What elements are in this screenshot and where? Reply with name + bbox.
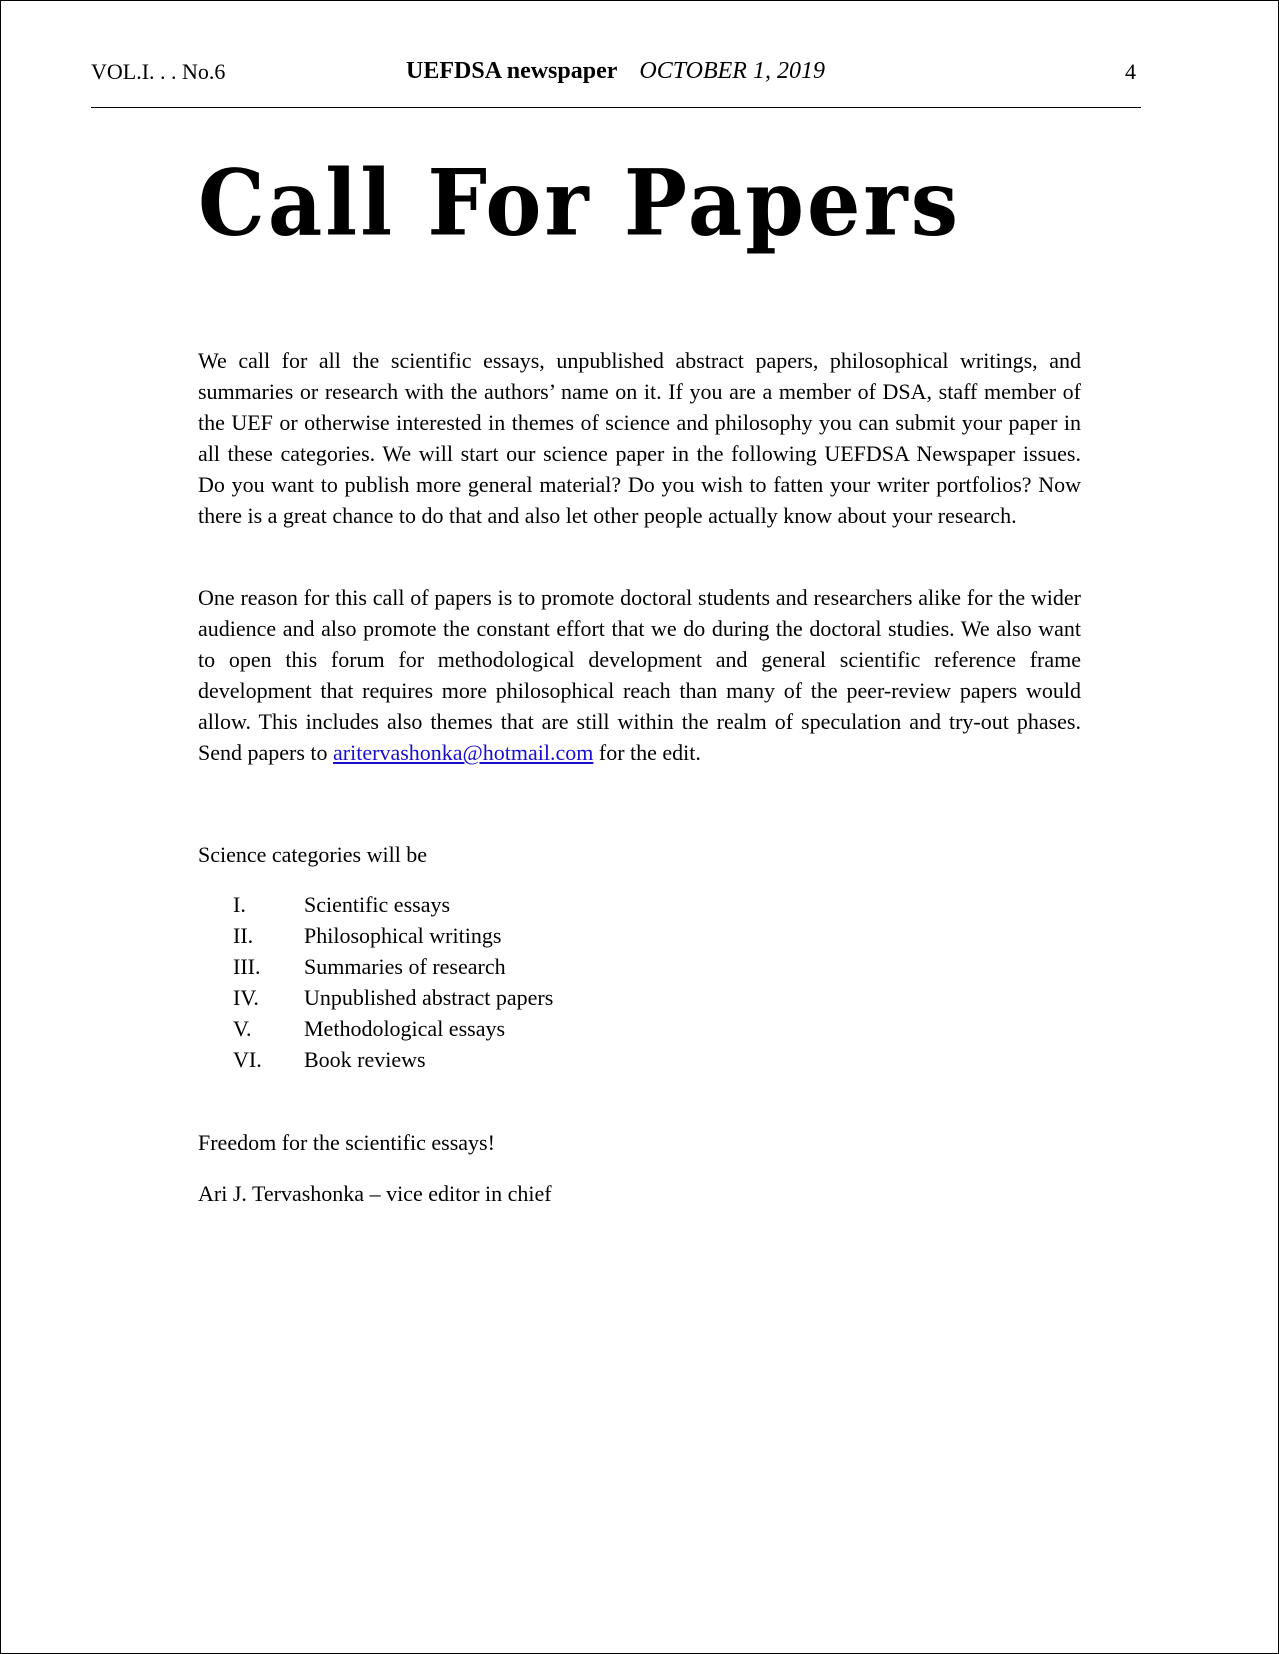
intro-paragraph: We call for all the scientific essays, unpublished abstract papers, philosophical writings, and summaries or research with the authors’ name on it. If you are a member of DSA, staff member of the UEF or otherwise interested in themes of science and philosophy you can submit your paper in all these categories. We will start our science paper in the following UEFDSA Newspaper issues. Do you want to publish more general material? Do you wish to fatten your writer portfolios? Now there is a great chance to do that and also let other people actually know about your research. <box>198 348 1081 528</box>
list-item <box>233 920 733 951</box>
list-numeral: VI. <box>233 1047 262 1072</box>
list-label: Summaries of research <box>304 954 506 979</box>
list-label: Book reviews <box>304 1047 426 1072</box>
newspaper-name: UEFDSA newspaper <box>406 58 618 84</box>
header-divider <box>91 107 1141 108</box>
list-item <box>233 889 733 920</box>
email-link[interactable]: aritervashonka@hotmail.com <box>333 740 594 765</box>
list-label: Methodological essays <box>304 1016 506 1041</box>
purpose-paragraph-tail: for the edit. <box>593 740 701 765</box>
masthead <box>1 57 1230 85</box>
list-item <box>233 1013 733 1044</box>
list-numeral: I. <box>233 892 246 917</box>
list-item <box>233 951 733 982</box>
list-numeral: II. <box>233 923 254 948</box>
purpose-paragraph <box>198 582 1081 768</box>
list-numeral: III. <box>233 954 261 979</box>
author-signature: Ari J. Tervashonka – vice editor in chief <box>198 1181 552 1206</box>
categories-intro: Science categories will be <box>198 842 428 867</box>
closing-line: Freedom for the scientific essays! <box>198 1130 495 1155</box>
page-number: 4 <box>1125 59 1136 84</box>
list-numeral: V. <box>233 1016 252 1041</box>
list-item <box>233 1044 733 1075</box>
list-label: Unpublished abstract papers <box>304 985 554 1010</box>
categories-list <box>233 889 733 1075</box>
list-label: Philosophical writings <box>304 923 502 948</box>
list-numeral: IV. <box>233 985 259 1010</box>
volume-number: VOL.I. . . No.6 <box>91 59 226 84</box>
purpose-paragraph-text: One reason for this call of papers is to promote doctoral students and researchers alike for the wider audience and also promote the constant effort that we do during the doctoral studies. We also want to open this forum for methodological development and general scientific reference frame development that requires more philosophical reach than many of the peer-review papers would allow. This includes also themes that are still within the realm of speculation and try-out phases. Send papers to <box>198 585 1081 765</box>
page-title: Call For Papers <box>198 149 961 256</box>
issue-date: OCTOBER 1, 2019 <box>639 58 825 84</box>
list-label: Scientific essays <box>304 892 451 917</box>
list-item <box>233 982 733 1013</box>
